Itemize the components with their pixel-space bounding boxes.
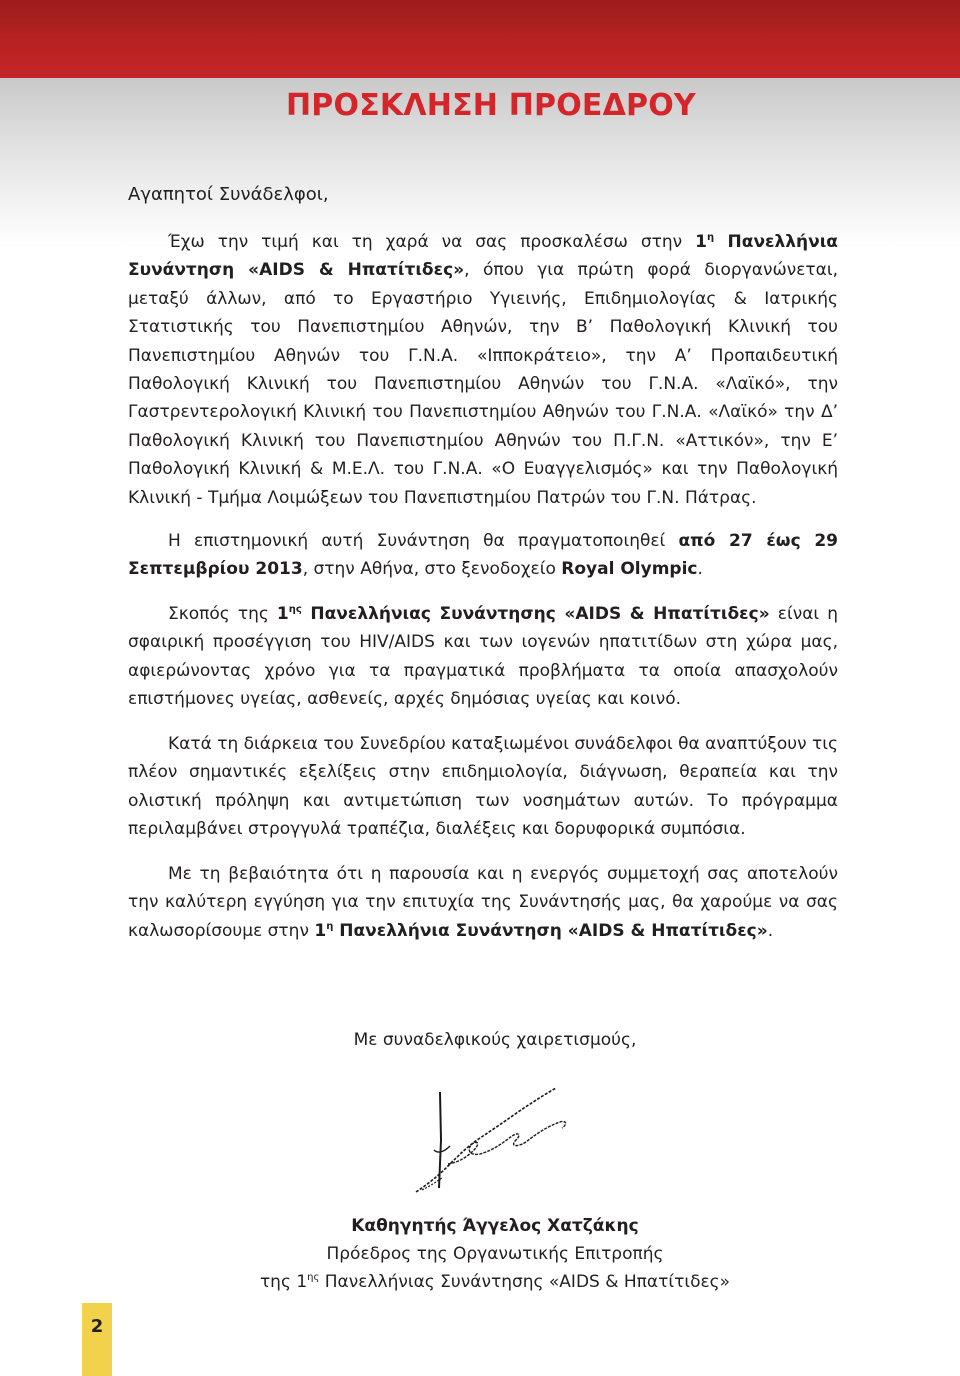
- handwritten-signature: [408, 1080, 578, 1200]
- paragraph-purpose: [128, 600, 838, 714]
- signer-name: Καθηγητής Άγγελος Χατζάκης: [351, 1216, 639, 1236]
- bold-run: $1^\eta$ Πανελλήνια Συνάντηση «AIDS & Ηπατίτιδες»: [314, 920, 768, 941]
- header-band: [0, 0, 960, 78]
- text-run: Έχω την τιμή και τη χαρά να σας προσκαλέσω στην: [168, 232, 696, 252]
- signer-role: Πρόεδρος της Οργανωτικής Επιτροπής: [326, 1244, 664, 1264]
- text-run: Σκοπός της: [168, 604, 277, 624]
- paragraph-program: [128, 730, 838, 844]
- text-run: Με τη βεβαιότητα ότι η παρουσία και η ενεργός συμμετοχή σας αποτελούν την καλύτερη εγγύηση για την επιτυχία της Συνάντησής μας, θα χαρούμε να σας καλωσορίσουμε στην: [128, 864, 838, 941]
- signer-event: της $1^{\eta\varsigma}$ Πανελλήνιας Συνάντησης «AIDS & Ηπατίτιδες»: [259, 1272, 731, 1292]
- text-run: , στην Αθήνα, στο ξενοδοχείο: [302, 559, 562, 580]
- page-title: ΠΡΟΣΚΛΗΣΗ ΠΡΟΕΔΡΟΥ: [286, 88, 696, 123]
- bold-run: $1^{\eta\varsigma}$ Πανελλήνιας Συνάντησης «AIDS & Ηπατίτιδες»: [276, 604, 770, 624]
- paragraph-invitation: [128, 228, 838, 512]
- page-number-tab: [82, 1303, 112, 1376]
- paragraph-dates: Η επιστημονική αυτή Συνάντηση θα πραγματοποιηθεί από 27 έως 29 Σεπτεμβρίου 2013, στην Αθήνα, στο ξενοδοχείο Royal Olympic.: [128, 531, 838, 580]
- bold-run: $1^\eta$ Πανελλήνια Συνάντηση «AIDS & Ηπατίτιδες»: [128, 232, 838, 281]
- text-run: Κατά τη διάρκεια του Συνεδρίου καταξιωμένοι συνάδελφοι θα αναπτύξουν τις πλέον σημαντικές εξελίξεις στην επιδημιολογία, διάγνωση, θεραπεία και την ολιστική πρόληψη και αντιμετώπιση των νοσημάτων αυτών. Το πρόγραμμα περιλαμβάνει στρογγυλά τραπέζια, διαλέξεις και δορυφορικά συμπόσια.: [128, 734, 838, 840]
- text-run: είναι η σφαιρική προσέγγιση του HIV/AIDS και των ιογενών ηπατιτίδων στη χώρα μας, αφιερώνοντας χρόνο για τα πραγματικά προβλήματα τα οποία απασχολούν επιστήμονες υγείας, ασθενείς, αρχές δημόσιας υγείας και κοινό.: [128, 604, 838, 710]
- text-run: Η επιστημονική αυτή Συνάντηση θα πραγματοποιηθεί: [168, 531, 679, 551]
- page-number: 2: [90, 1316, 104, 1337]
- salutation: Αγαπητοί Συνάδελφοι,: [128, 184, 329, 205]
- bold-dates: από 27 έως 29 Σεπτεμβρίου 2013: [128, 531, 838, 580]
- bold-venue: Royal Olympic: [561, 559, 698, 580]
- paragraph-welcome: Με τη βεβαιότητα ότι η παρουσία και η ενεργός συμμετοχή σας αποτελούν την καλύτερη εγγύηση για την επιτυχία της Συνάντησής μας, θα χαρούμε να σας καλωσορίσουμε στην $1^\eta$ Πανελλήνια Συνάντηση «AIDS & Ηπατίτιδες».: [128, 864, 838, 941]
- signer-block: [0, 1212, 960, 1296]
- closing-greeting: Με συναδελφικούς χαιρετισμούς,: [353, 1030, 637, 1050]
- text-run: , όπου για πρώτη φορά διοργανώνεται, μεταξύ άλλων, από το Εργαστήριο Υγιεινής, Επιδημιολογίας & Ιατρικής Στατιστικής του Πανεπιστημίου Αθηνών, την Β’ Παθολογική Κλινική του Πανεπιστημίου Αθηνών του Γ.Ν.Α. «Ιπποκράτειο», την Α’ Προπαιδευτική Παθολογική Κλινική του Πανεπιστημίου Αθηνών του Γ.Ν.Α. «Λαϊκό», την Γαστρεντερολογική Κλινική του Πανεπιστημίου Αθηνών του Γ.Ν.Α. «Λαϊκό» την Δ’ Παθολογική Κλινική του Πανεπιστημίου Αθηνών του Π.Γ.Ν. «Αττικόν», την Ε’ Παθολογική Κλινική & Μ.Ε.Λ. του Γ.Ν.Α. «Ο Ευαγγελισμός» και την Παθολογική Κλινική - Τμήμα Λοιμώξεων του Πανεπιστημίου Πατρών του Γ.Ν. Πάτρας.: [128, 260, 838, 508]
